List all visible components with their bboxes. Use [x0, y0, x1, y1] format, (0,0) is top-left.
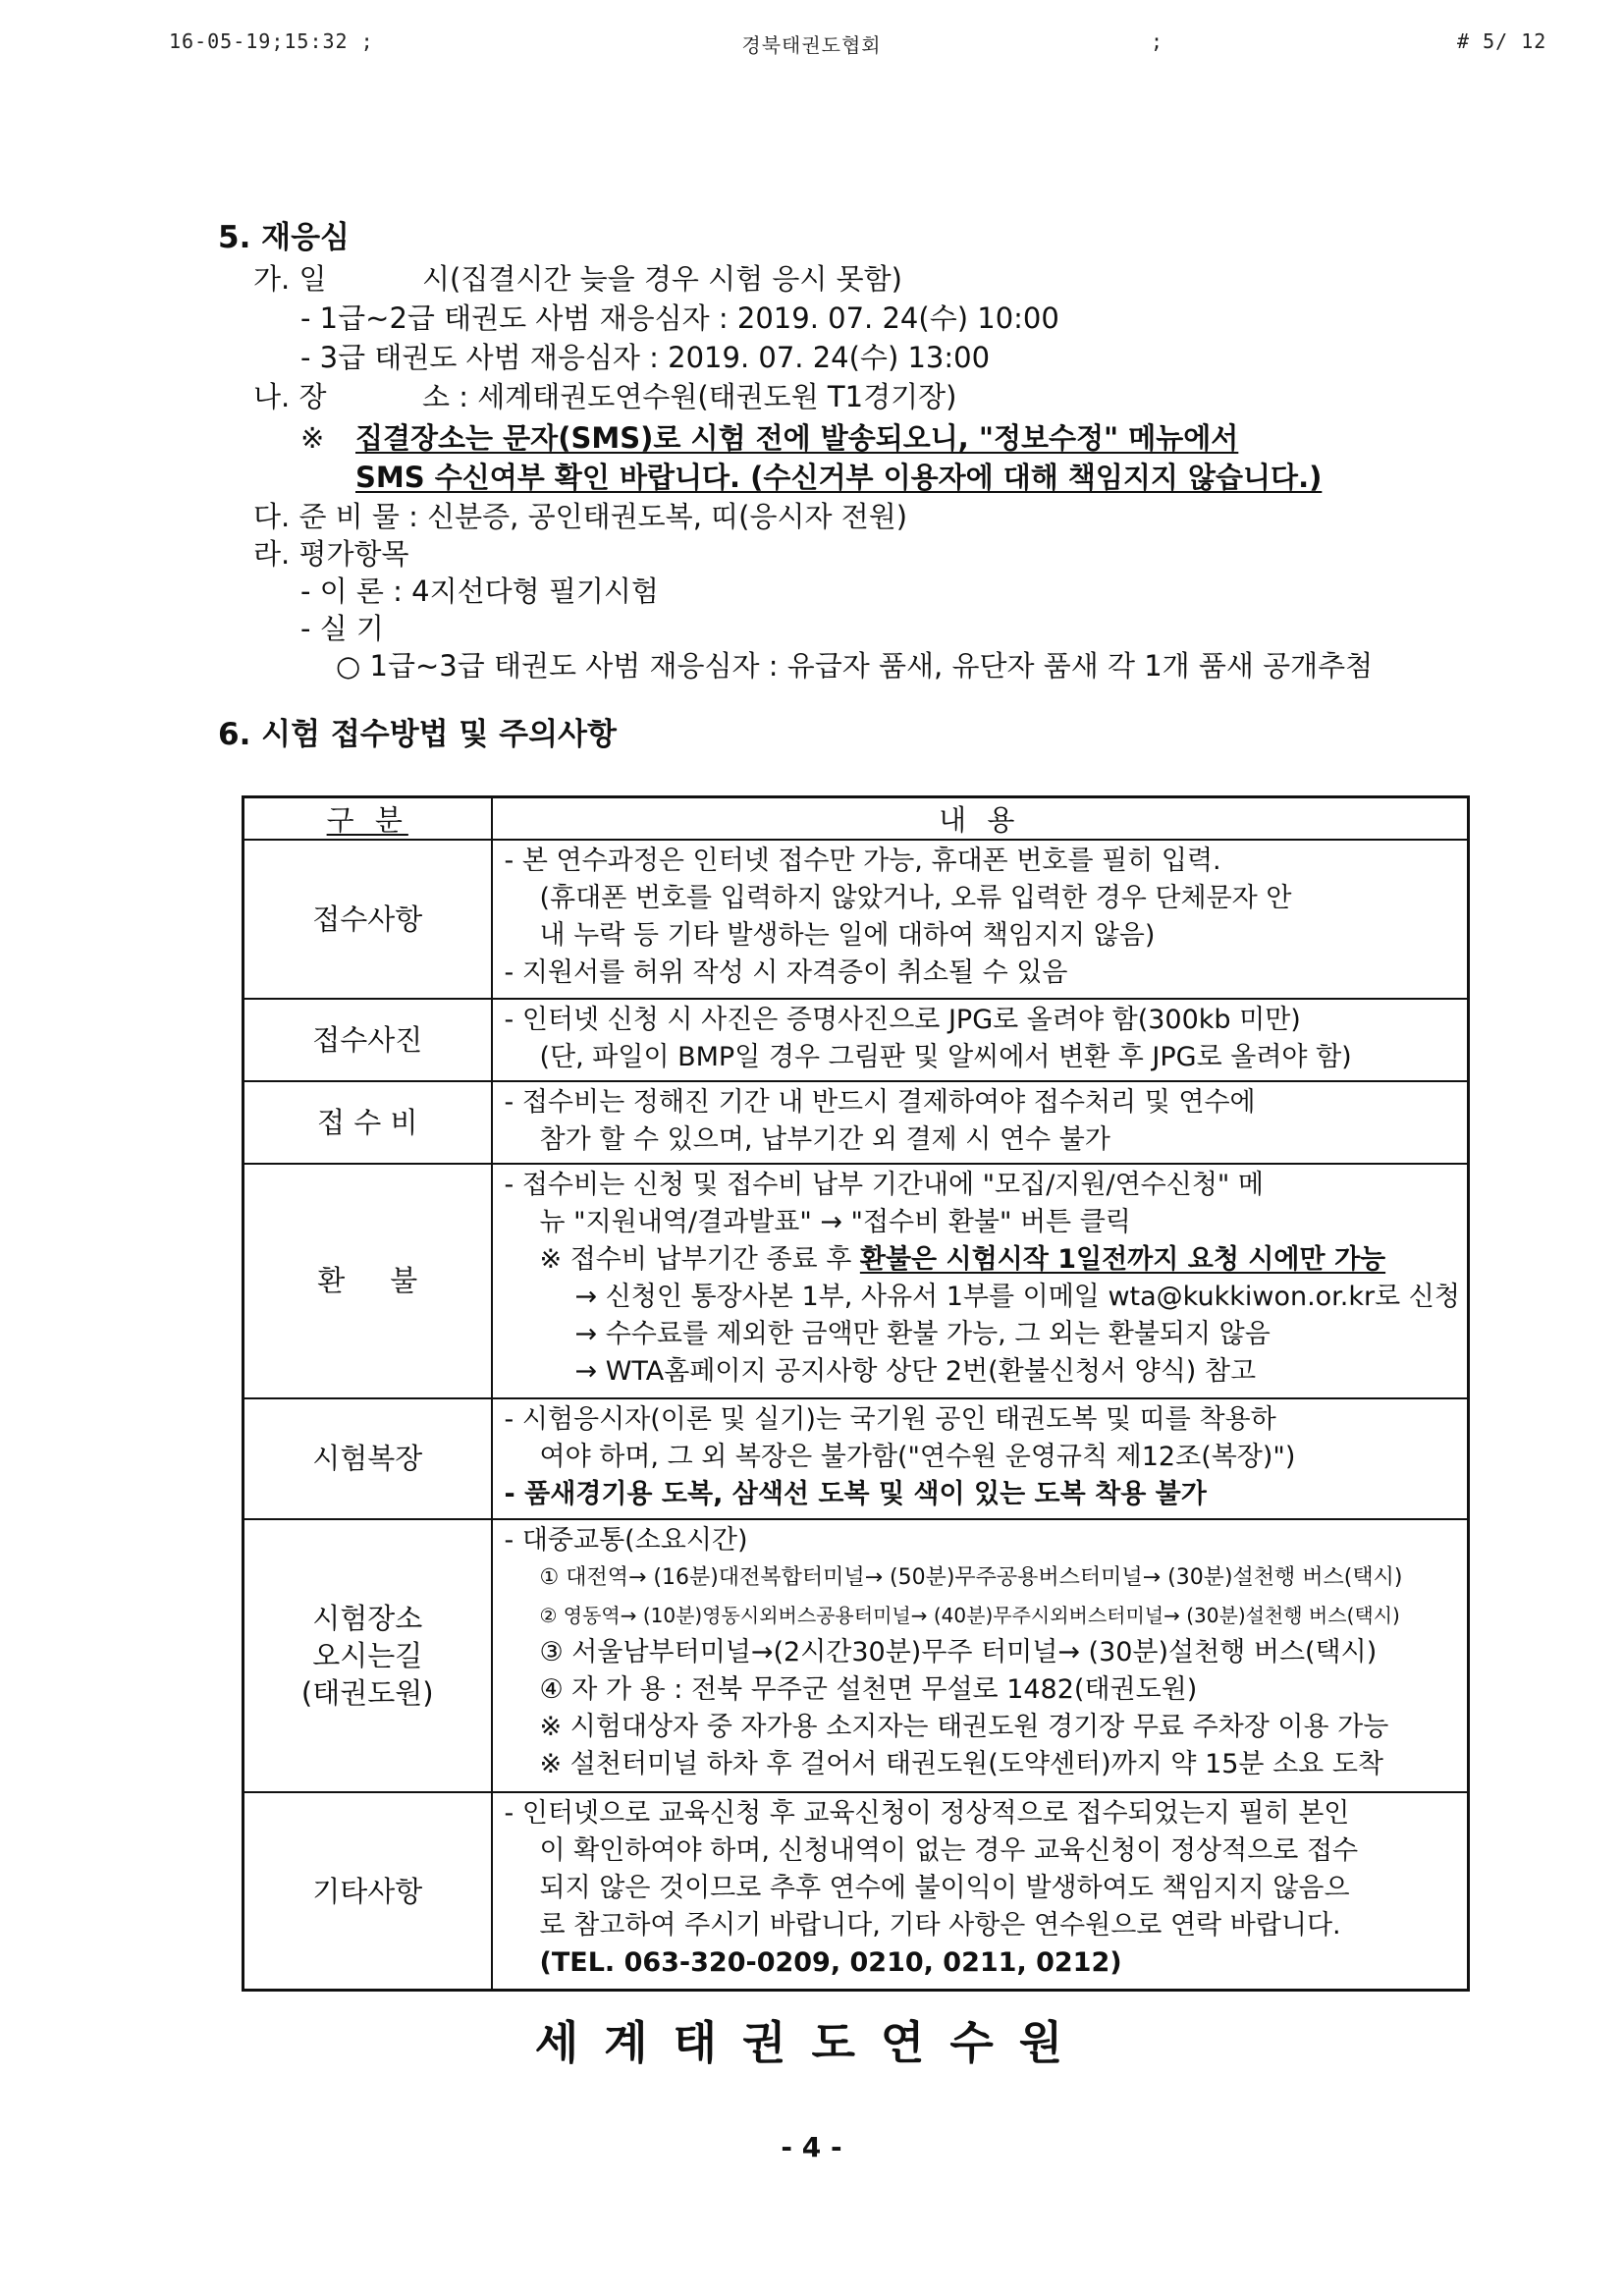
schedule-text: 시(집결시간 늦을 경우 시험 응시 못함)	[422, 262, 902, 296]
section-6-title: 6. 시험 접수방법 및 주의사항	[218, 717, 617, 752]
notice-mark: ※	[300, 421, 325, 455]
content-line: 되지 않은 것이므로 추후 연수에 불이익이 발생하여도 책임지지 않음으	[539, 1873, 1350, 1904]
content-line: → 신청인 통장사본 1부, 사유서 1부를 이메일 wta@kukkiwon.or.kr로 신청	[574, 1281, 1460, 1312]
refund-deadline-emphasis: 환불은 시험시작 1일전까지 요청 시에만 가능	[859, 1243, 1386, 1275]
content-line: - 지원서를 허위 작성 시 자격증이 취소될 수 있음	[504, 957, 1068, 988]
table-row	[243, 1164, 1469, 1399]
notice-line-1: 집결장소는 문자(SMS)로 시험 전에 발송되오니, "정보수정" 메뉴에서	[355, 421, 1239, 455]
route-car: ④ 자 가 용 : 전북 무주군 설천면 무설로 1482(태권도원)	[539, 1673, 1198, 1705]
content-line: ※ 설천터미널 하차 후 걸어서 태권도원(도약센터)까지 약 15분 소요 도착	[539, 1748, 1384, 1779]
content-line: - 대중교통(소요시간)	[504, 1524, 748, 1556]
fax-separator: ;	[1151, 29, 1164, 53]
row-content-attire	[492, 1398, 1469, 1519]
content-line: → WTA홈페이지 공지사항 상단 2번(환불신청서 양식) 참고	[574, 1355, 1257, 1387]
table-row	[243, 1519, 1469, 1792]
content-line: - 품새경기용 도복, 삼색선 도복 및 색이 있는 도복 착용 불가	[504, 1479, 1207, 1510]
row-content-refund	[492, 1164, 1469, 1399]
contact-phone: (TEL. 063-320-0209, 0210, 0211, 0212)	[539, 1947, 1122, 1979]
row-content-other	[492, 1792, 1469, 1990]
table-row	[243, 1398, 1469, 1519]
content-line: (휴대폰 번호를 입력하지 않았거나, 오류 입력한 경우 단체문자 안	[539, 883, 1292, 913]
route-yeongdong: ② 영동역→ (10분)영동시외버스공용터미널→ (40분)무주시외버스터미널→ (30분)설천행 버스(택시)	[539, 1603, 1400, 1627]
row-category-other: 기타사항	[243, 1792, 492, 1990]
supplies-line: 다. 준 비 물 : 신분증, 공인태권도복, 띠(응시자 전원)	[253, 500, 908, 533]
route-daejeon: ① 대전역→ (16분)대전복합터미널→ (50분)무주공용버스터미널→ (30분)설천행 버스(택시)	[539, 1564, 1403, 1590]
category-line: 시험장소	[312, 1602, 423, 1636]
content-line: 참가 할 수 있으며, 납부기간 외 결제 시 연수 불가	[539, 1123, 1110, 1155]
location-text: 소 : 세계태권도연수원(태권도원 T1경기장)	[422, 380, 957, 413]
schedule-item-2: - 3급 태권도 사범 재응심자 : 2019. 07. 24(수) 13:00	[300, 341, 991, 374]
location-label: 나. 장	[253, 380, 327, 413]
table-row	[243, 1081, 1469, 1164]
content-line: 로 참고하여 주시기 바랍니다, 기타 사항은 연수원으로 연락 바랍니다.	[539, 1910, 1341, 1941]
row-category-attire: 시험복장	[243, 1398, 492, 1519]
row-category-photo: 접수사진	[243, 999, 492, 1081]
content-line	[505, 1241, 1454, 1279]
fax-page-count: # 5/ 12	[1457, 29, 1547, 53]
organization-name: 세계태권도연수원	[534, 2016, 1089, 2069]
column-header-content: 내 용	[492, 797, 1469, 841]
content-line: ※ 시험대상자 중 자가용 소지자는 태권도원 경기장 무료 주차장 이용 가능	[539, 1711, 1389, 1742]
content-line: - 시험응시자(이론 및 실기)는 국기원 공인 태권도복 및 띠를 착용하	[504, 1404, 1276, 1436]
evaluation-practice-detail: ○ 1급~3급 태권도 사범 재응심자 : 유급자 품새, 유단자 품새 각 1개 품새 공개추첨	[336, 649, 1374, 683]
row-category-fee: 접 수 비	[243, 1081, 492, 1164]
row-category-directions	[243, 1519, 492, 1792]
content-line: → 수수료를 제외한 금액만 환불 가능, 그 외는 환불되지 않음	[574, 1318, 1271, 1349]
content-line: 뉴 "지원내역/결과발표" → "접수비 환불" 버튼 클릭	[539, 1206, 1131, 1237]
section-5-title: 5. 재응심	[218, 220, 350, 255]
refund-notice-prefix: ※ 접수비 납부기간 종료 후	[539, 1243, 860, 1275]
schedule-item-1: - 1급~2급 태권도 사범 재응심자 : 2019. 07. 24(수) 10:00	[300, 301, 1059, 335]
row-content-directions	[492, 1519, 1469, 1792]
fax-timestamp: 16-05-19;15:32 ;	[169, 29, 374, 53]
notice-line-2: SMS 수신여부 확인 바랍니다. (수신거부 이용자에 대해 책임지지 않습니다.)	[355, 461, 1323, 494]
fax-sender: 경북태권도협회	[741, 33, 882, 57]
registration-table	[242, 795, 1470, 1992]
content-line: 이 확인하여야 하며, 신청내역이 없는 경우 교육신청이 정상적으로 접수	[539, 1835, 1359, 1867]
row-category-registration: 접수사항	[243, 840, 492, 999]
page-number: - 4 -	[781, 2131, 842, 2163]
row-category-refund: 환 불	[243, 1164, 492, 1399]
table-row	[243, 840, 1469, 999]
evaluation-heading: 라. 평가항목	[253, 537, 409, 571]
content-line: - 인터넷으로 교육신청 후 교육신청이 정상적으로 접수되었는지 필히 본인	[504, 1798, 1350, 1830]
content-line: - 접수비는 정해진 기간 내 반드시 결제하여야 접수처리 및 연수에	[504, 1086, 1256, 1118]
table-header-row	[243, 797, 1469, 841]
category-line: 오시는길	[312, 1639, 423, 1673]
schedule-label: 가. 일	[253, 262, 327, 296]
content-line: - 접수비는 신청 및 접수비 납부 기간내에 "모집/지원/연수신청" 메	[504, 1169, 1264, 1200]
row-content-registration	[492, 840, 1469, 999]
column-header-category: 구 분	[243, 797, 492, 841]
row-content-fee	[492, 1081, 1469, 1164]
table-row	[243, 1792, 1469, 1990]
route-seoul: ③ 서울남부터미널→(2시간30분)무주 터미널→ (30분)설천행 버스(택시)	[539, 1636, 1378, 1667]
content-line: 여야 하며, 그 외 복장은 불가함("연수원 운영규칙 제12조(복장)")	[539, 1442, 1296, 1473]
content-line: (단, 파일이 BMP일 경우 그림판 및 알씨에서 변환 후 JPG로 올려야 함)	[539, 1041, 1352, 1072]
content-line: 내 누락 등 기타 발생하는 일에 대하여 책임지지 않음)	[539, 920, 1156, 951]
content-line: - 인터넷 신청 시 사진은 증명사진으로 JPG로 올려야 함(300kb 미만)	[504, 1004, 1301, 1035]
table-row	[243, 999, 1469, 1081]
evaluation-theory: - 이 론 : 4지선다형 필기시험	[300, 574, 659, 608]
category-line: (태권도원)	[300, 1676, 434, 1711]
row-content-photo	[492, 999, 1469, 1081]
content-line: - 본 연수과정은 인터넷 접수만 가능, 휴대폰 번호를 필히 입력.	[504, 846, 1221, 876]
evaluation-practice: - 실 기	[300, 612, 384, 645]
